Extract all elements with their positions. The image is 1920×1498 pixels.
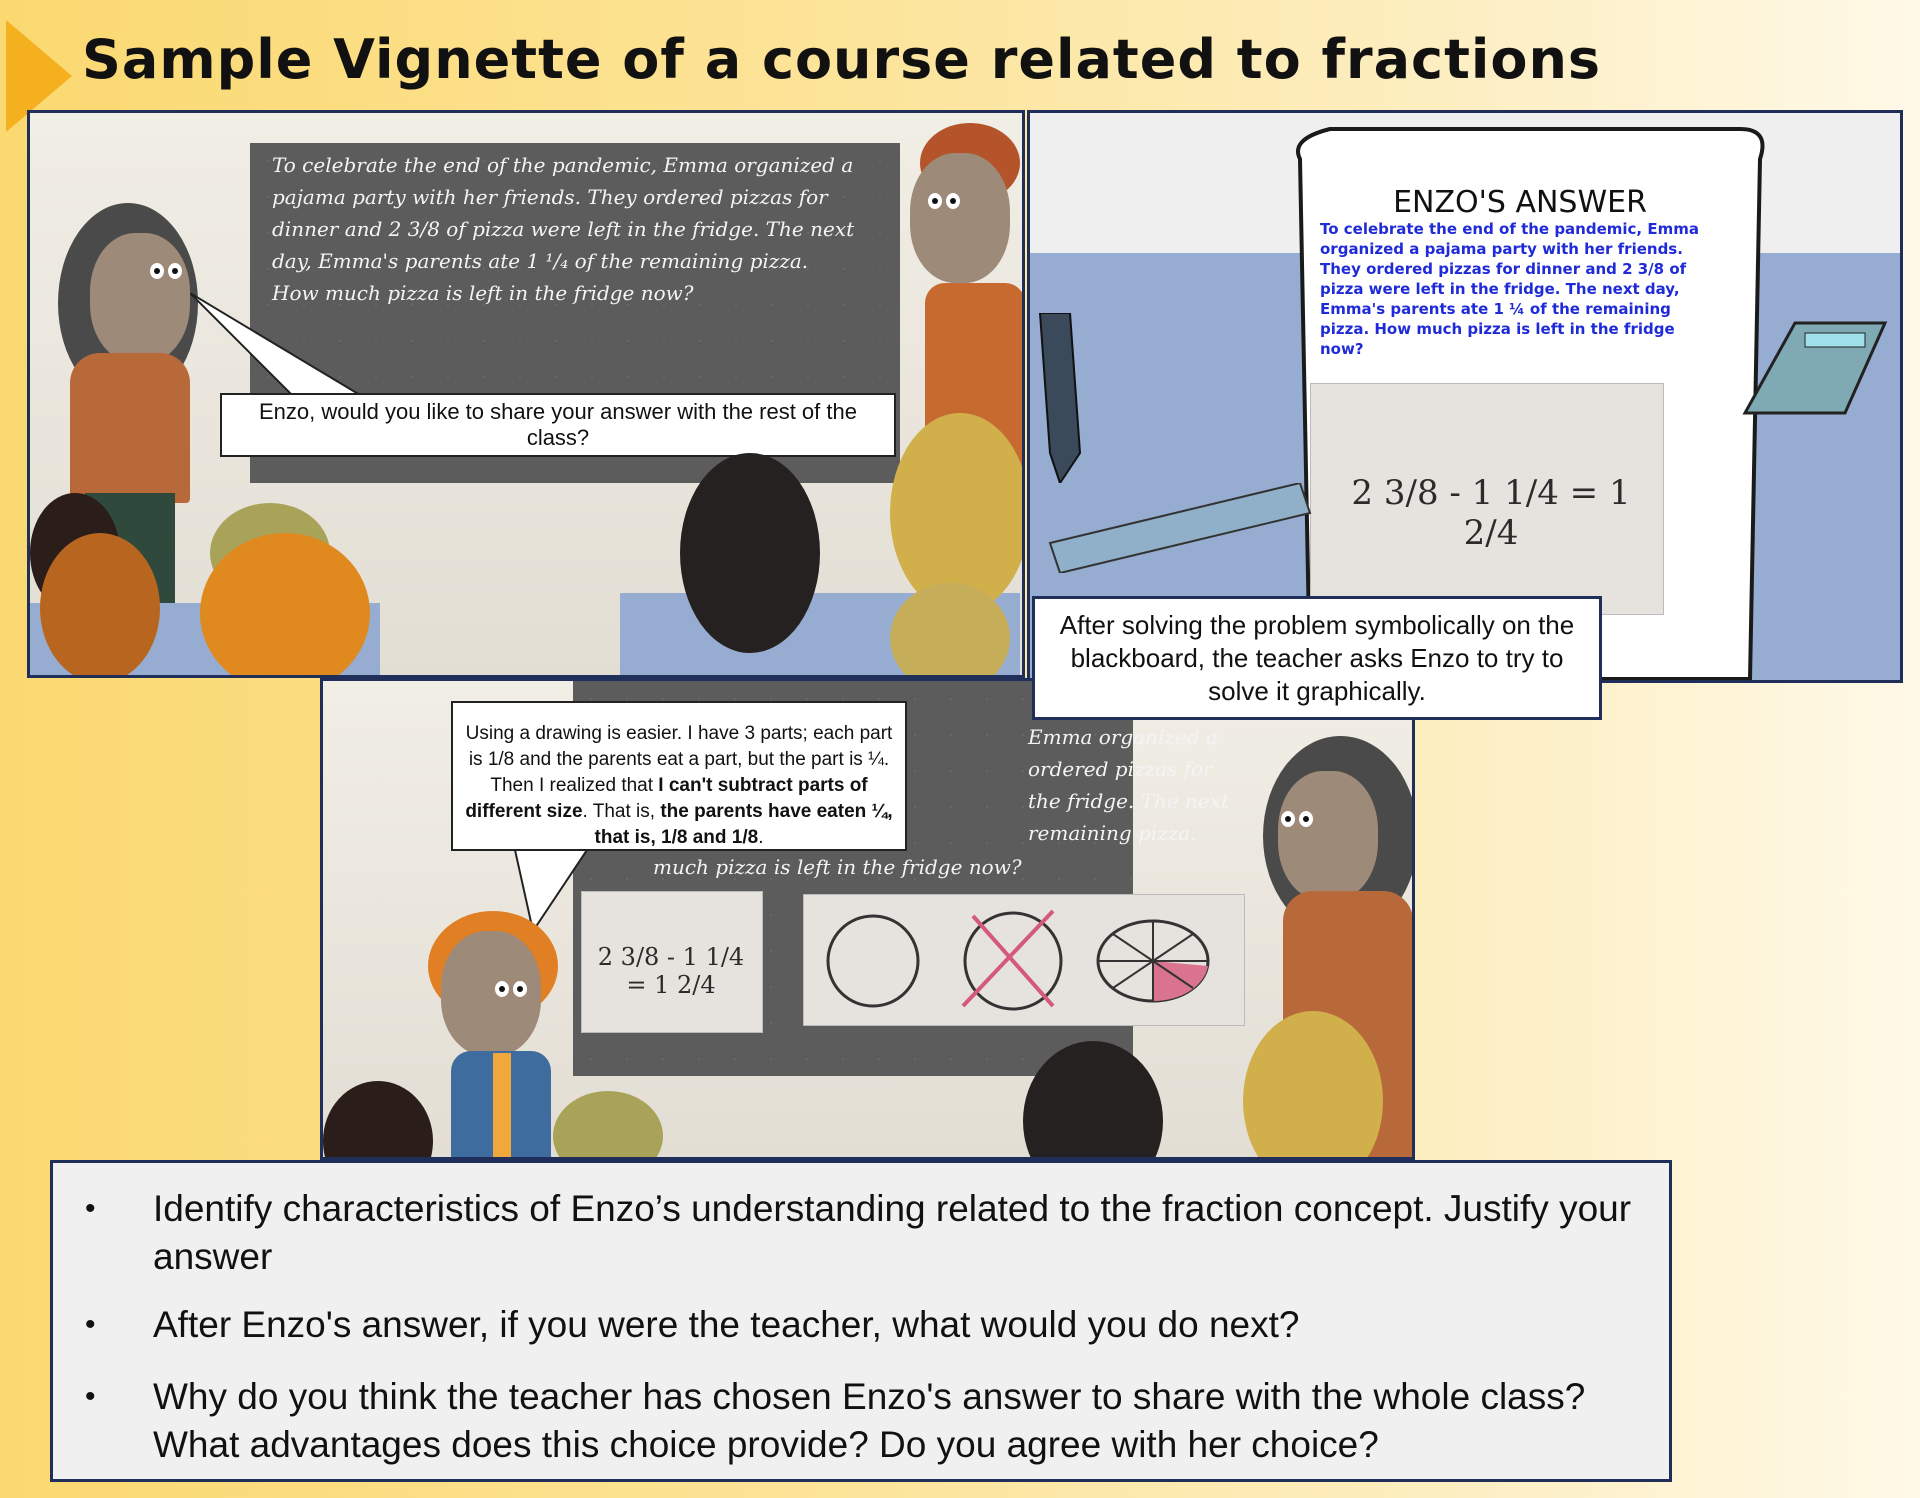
page-title: Sample Vignette of a course related to fractions bbox=[82, 28, 1602, 91]
student-eye-icon bbox=[928, 193, 942, 209]
panel-2-caption: After solving the problem symbolically on the blackboard, the teacher asks Enzo to try to solve it graphically. bbox=[1032, 596, 1602, 720]
speech-text: Using a drawing is easier. I have 3 parts; each part is 1/8 and the parents eat a part, but the part is ¼. Then I realized that bbox=[465, 723, 893, 796]
student-back-head bbox=[40, 533, 160, 678]
student-face bbox=[910, 153, 1010, 283]
speech-text: . That is, bbox=[582, 801, 661, 822]
speech-text: . bbox=[758, 827, 764, 848]
teacher-face bbox=[90, 233, 190, 363]
speech-bold-text: the parents have eaten ¼, that is, 1/8 and 1/8 bbox=[594, 801, 893, 848]
bullet: • bbox=[85, 1192, 96, 1225]
paper-problem-text: To celebrate the end of the pandemic, Emma organized a pajama party with her friends. They ordered pizzas for dinner and 2 3/8 of pizza were left in the fridge. The next day, Emma's parents ate 1 ¼ of the remaining pizza. How much pizza is left in the fridge now? bbox=[1320, 220, 1699, 358]
enzo-tie bbox=[493, 1053, 511, 1160]
teacher-eye-icon bbox=[1299, 811, 1313, 827]
circle-drawings bbox=[813, 906, 1233, 1016]
speech-bold-text: I can't subtract parts of different size bbox=[465, 775, 868, 822]
handwritten-equation: 2 3/8 - 1 1/4 = 1 2/4 bbox=[597, 943, 745, 999]
student-back-head bbox=[680, 453, 820, 653]
bullet: • bbox=[85, 1308, 96, 1341]
teacher-eye-icon bbox=[1281, 811, 1295, 827]
teacher-speech-bubble: Enzo, would you like to share your answer with the rest of the class? bbox=[220, 393, 896, 457]
ruler-icon bbox=[1040, 483, 1320, 573]
teacher-face bbox=[1278, 771, 1378, 901]
student-eye-icon bbox=[946, 193, 960, 209]
enzo-eye-icon bbox=[495, 981, 509, 997]
teacher-body bbox=[70, 353, 190, 503]
whole-circle-icon bbox=[828, 916, 918, 1006]
enzo-face bbox=[441, 931, 541, 1056]
calculator-icon bbox=[1735, 293, 1895, 433]
blackboard-problem-text: Emma organized a ordered pizzas for the fridge. The next remaining pizza. bbox=[1028, 725, 1230, 845]
pen-icon bbox=[1030, 313, 1090, 483]
handwritten-equation: 2 3/8 - 1 1/4 = 1 2/4 bbox=[1351, 473, 1631, 553]
teacher-eye-icon bbox=[150, 263, 164, 279]
blackboard-problem-text: To celebrate the end of the pandemic, Emma organized a pajama party with her friends. They ordered pizzas for dinner and 2 3/8 of pizza were left in the fridge. The next day, Emma's parents ate 1 ¹/₄ of the remaining pizza. How much pizza is left in the fridge now? bbox=[272, 153, 855, 305]
enzo-eye-icon bbox=[513, 981, 527, 997]
comic-panel-3 bbox=[320, 678, 1415, 1160]
bullet: • bbox=[85, 1380, 96, 1413]
question-text: Why do you think the teacher has chosen Enzo's answer to share with the whole class? What advantages does this choice provide? Do you agree with her choice? bbox=[153, 1376, 1586, 1465]
question-text: Identify characteristics of Enzo’s understanding related to the fraction concept. Justify your answer bbox=[153, 1188, 1632, 1277]
paper-title: ENZO'S ANSWER bbox=[1393, 185, 1647, 220]
discussion-questions-box bbox=[50, 1160, 1672, 1482]
enzo-speech-bubble bbox=[451, 701, 907, 851]
teacher-eye-icon bbox=[168, 263, 182, 279]
question-text: After Enzo's answer, if you were the teacher, what would you do next? bbox=[153, 1304, 1300, 1345]
comic-panel-1 bbox=[27, 110, 1025, 678]
blackboard-question: much pizza is left in the fridge now? bbox=[653, 855, 1022, 879]
